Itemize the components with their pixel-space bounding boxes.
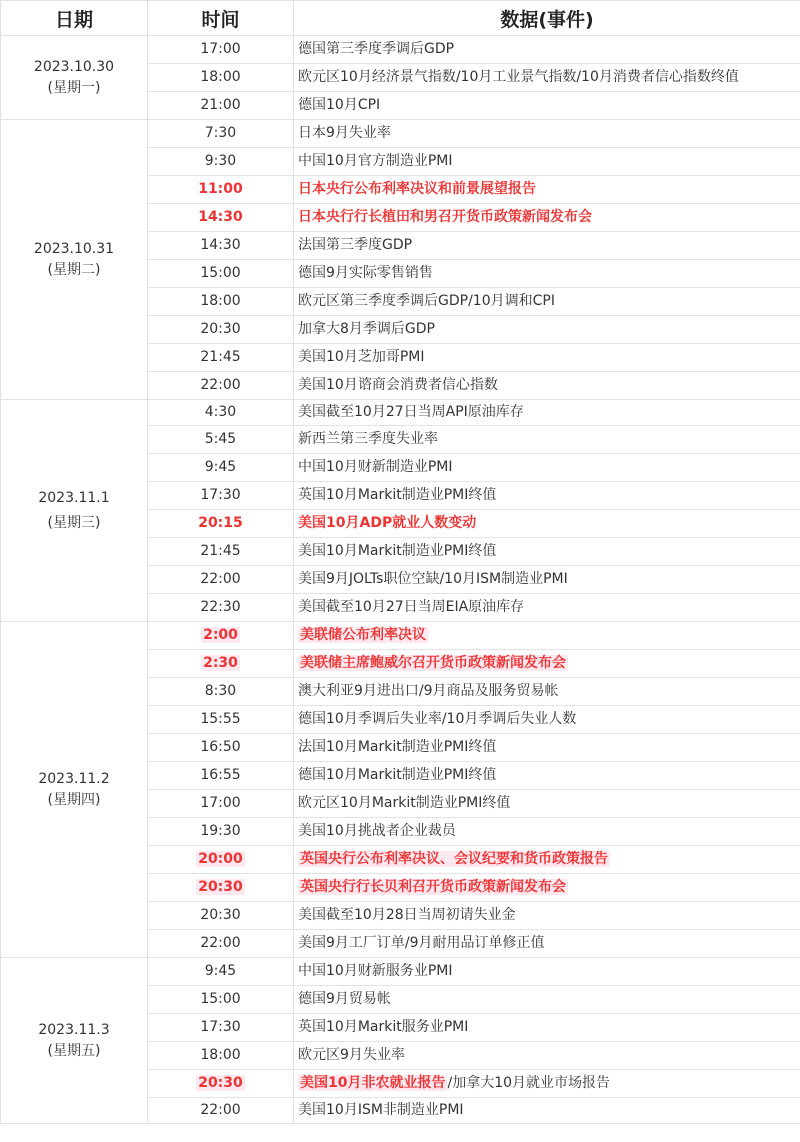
event-cell: [294, 1070, 800, 1098]
time-cell: 17:30: [148, 1014, 294, 1042]
time-cell: 17:30: [148, 482, 294, 510]
date-cell: [1, 622, 148, 958]
event-cell: 英国10月Markit服务业PMI: [294, 1014, 800, 1042]
event-cell: 加拿大8月季调后GDP: [294, 316, 800, 344]
date-text: 2023.11.3: [38, 1021, 110, 1038]
time-cell: 18:00: [148, 1042, 294, 1070]
time-cell: 20:15: [148, 510, 294, 538]
header-event: 数据(事件): [294, 1, 800, 36]
header-date: 日期: [1, 1, 148, 36]
event-cell: 德国10月季调后失业率/10月季调后失业人数: [294, 706, 800, 734]
time-cell: 16:50: [148, 734, 294, 762]
time-cell: [148, 846, 294, 874]
header-time: 时间: [148, 1, 294, 36]
time-cell: [148, 874, 294, 902]
time-cell: 19:30: [148, 818, 294, 846]
time-cell: 22:00: [148, 372, 294, 400]
event-cell: 美国10月Markit制造业PMI终值: [294, 538, 800, 566]
event-tail: /加拿大10月就业市场报告: [447, 1075, 611, 1091]
event-cell: 欧元区第三季度季调后GDP/10月调和CPI: [294, 288, 800, 316]
event-cell: 德国第三季度季调后GDP: [294, 36, 800, 64]
time-cell: 9:30: [148, 148, 294, 176]
event-cell: 美国10月芝加哥PMI: [294, 344, 800, 372]
event-cell: 美国10月ADP就业人数变动: [294, 510, 800, 538]
date-text: 2023.10.30: [33, 58, 115, 75]
time-cell: 20:30: [148, 316, 294, 344]
time-highlight: 20:30: [198, 879, 243, 895]
event-cell: 德国9月实际零售销售: [294, 260, 800, 288]
time-cell: [148, 1070, 294, 1098]
event-cell: 美国10月ISM非制造业PMI: [294, 1098, 800, 1124]
event-cell: [294, 650, 800, 678]
event-cell: 英国10月Markit制造业PMI终值: [294, 482, 800, 510]
event-cell: 日本央行行长植田和男召开货币政策新闻发布会: [294, 204, 800, 232]
event-cell: 日本央行公布利率决议和前景展望报告: [294, 176, 800, 204]
event-cell: 欧元区10月Markit制造业PMI终值: [294, 790, 800, 818]
weekday-text: (星期三): [47, 514, 101, 531]
time-cell: 15:55: [148, 706, 294, 734]
time-cell: 8:30: [148, 678, 294, 706]
time-highlight: 20:30: [198, 1075, 243, 1091]
time-cell: 21:00: [148, 92, 294, 120]
event-highlight: 美国10月非农就业报告: [300, 1075, 446, 1091]
time-cell: 22:00: [148, 930, 294, 958]
time-cell: 9:45: [148, 454, 294, 482]
event-cell: 美国10月挑战者企业裁员: [294, 818, 800, 846]
time-cell: 17:00: [148, 790, 294, 818]
time-cell: 9:45: [148, 958, 294, 986]
time-cell: 14:30: [148, 232, 294, 260]
time-cell: 18:00: [148, 64, 294, 92]
weekday-text: (星期一): [47, 79, 101, 96]
event-cell: 欧元区10月经济景气指数/10月工业景气指数/10月消费者信心指数终值: [294, 64, 800, 92]
event-cell: 中国10月财新服务业PMI: [294, 958, 800, 986]
time-highlight: 2:00: [203, 627, 238, 643]
event-cell: 美国截至10月27日当周API原油库存: [294, 400, 800, 426]
time-cell: 18:00: [148, 288, 294, 316]
table-row-highlight: [1, 622, 800, 650]
time-cell: 15:00: [148, 986, 294, 1014]
event-cell: 法国第三季度GDP: [294, 232, 800, 260]
weekday-text: (星期二): [47, 261, 101, 278]
event-cell: 中国10月财新制造业PMI: [294, 454, 800, 482]
event-cell: 德国10月CPI: [294, 92, 800, 120]
table-row: [1, 120, 800, 148]
time-cell: 16:55: [148, 762, 294, 790]
event-cell: [294, 874, 800, 902]
time-cell: [148, 650, 294, 678]
event-highlight: 英国央行公布利率决议、会议纪要和货币政策报告: [300, 851, 608, 867]
event-cell: 美国10月谘商会消费者信心指数: [294, 372, 800, 400]
time-cell: 4:30: [148, 400, 294, 426]
event-cell: 德国10月Markit制造业PMI终值: [294, 762, 800, 790]
time-cell: 15:00: [148, 260, 294, 288]
time-cell: 7:30: [148, 120, 294, 148]
time-cell: 14:30: [148, 204, 294, 232]
time-cell: 11:00: [148, 176, 294, 204]
weekday-text: (星期五): [47, 1042, 101, 1059]
event-cell: 德国9月贸易帐: [294, 986, 800, 1014]
date-cell: [1, 36, 148, 120]
time-cell: 21:45: [148, 344, 294, 372]
event-cell: 中国10月官方制造业PMI: [294, 148, 800, 176]
date-text: 2023.11.1: [38, 489, 110, 506]
table-row: [1, 958, 800, 986]
weekday-text: (星期四): [47, 791, 101, 808]
date-cell: [1, 400, 148, 622]
time-cell: 17:00: [148, 36, 294, 64]
time-cell: 22:00: [148, 1098, 294, 1124]
time-highlight: 20:00: [198, 851, 243, 867]
event-cell: [294, 622, 800, 650]
time-cell: [148, 622, 294, 650]
time-highlight: 2:30: [203, 655, 238, 671]
event-cell: [294, 846, 800, 874]
event-highlight: 英国央行行长贝利召开货币政策新闻发布会: [300, 879, 566, 895]
time-cell: 5:45: [148, 426, 294, 454]
event-cell: 美国截至10月27日当周EIA原油库存: [294, 594, 800, 622]
time-cell: 22:00: [148, 566, 294, 594]
table-row: [1, 400, 800, 426]
time-cell: 22:30: [148, 594, 294, 622]
event-cell: 法国10月Markit制造业PMI终值: [294, 734, 800, 762]
event-highlight: 美联储主席鲍威尔召开货币政策新闻发布会: [300, 655, 566, 671]
table-row: [1, 36, 800, 64]
event-cell: 欧元区9月失业率: [294, 1042, 800, 1070]
event-cell: 美国9月JOLTs职位空缺/10月ISM制造业PMI: [294, 566, 800, 594]
table-header-row: [1, 1, 800, 36]
time-cell: 21:45: [148, 538, 294, 566]
date-text: 2023.10.31: [33, 240, 115, 257]
event-cell: 美国截至10月28日当周初请失业金: [294, 902, 800, 930]
date-cell: [1, 958, 148, 1124]
event-cell: 新西兰第三季度失业率: [294, 426, 800, 454]
event-cell: 日本9月失业率: [294, 120, 800, 148]
event-cell: 澳大利亚9月进出口/9月商品及服务贸易帐: [294, 678, 800, 706]
event-highlight: 美联储公布利率决议: [300, 627, 426, 643]
time-cell: 20:30: [148, 902, 294, 930]
date-text: 2023.11.2: [38, 770, 110, 787]
event-cell: 美国9月工厂订单/9月耐用品订单修正值: [294, 930, 800, 958]
date-cell: [1, 120, 148, 400]
